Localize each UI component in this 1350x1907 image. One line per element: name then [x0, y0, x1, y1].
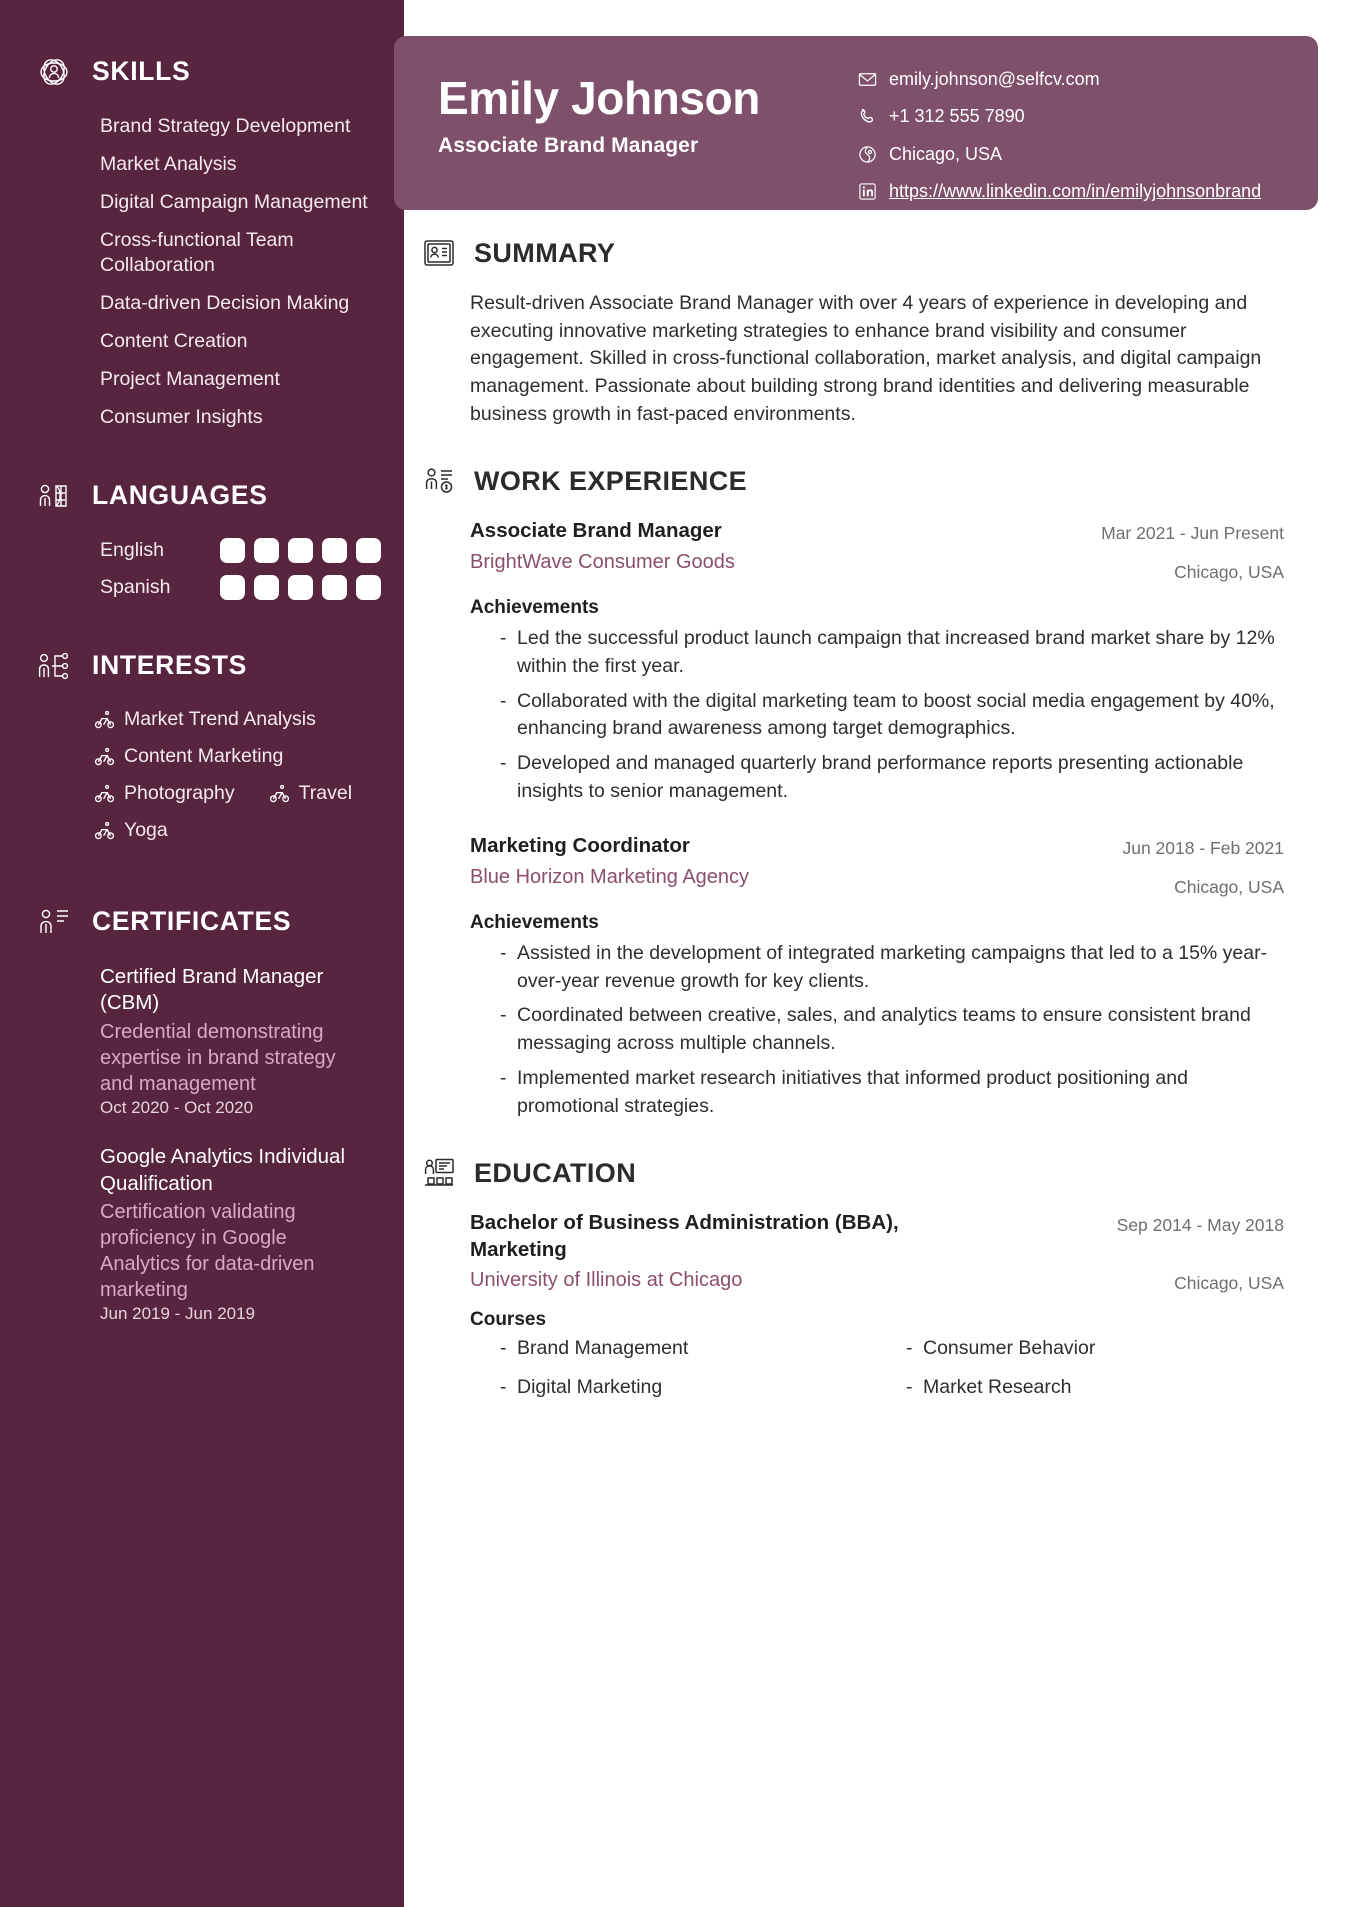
- interest-item: [94, 745, 370, 768]
- level-dot: [254, 575, 279, 600]
- sidebar-section-skills: [34, 52, 370, 430]
- languages-list: [34, 538, 370, 600]
- sidebar-section-interests: [34, 646, 370, 856]
- language-level-dots: [220, 575, 381, 600]
- interests-network-icon: [34, 646, 74, 686]
- job-title: Associate Brand Manager: [438, 134, 699, 158]
- level-dot: [356, 575, 381, 600]
- education-entry-org: University of Illinois at Chicago: [470, 1269, 743, 1292]
- work-entry-location: Chicago, USA: [1174, 876, 1284, 897]
- contact-location: [858, 143, 1278, 166]
- achievement-item: - Collaborated with the digital marketing team to boost social media engagement by 40%, enhancing brand awareness among target demographics.: [500, 688, 1284, 743]
- achievements-list: [470, 940, 1284, 1120]
- education-board-icon: [422, 1156, 456, 1190]
- sidebar-section-languages: [34, 476, 370, 600]
- work-entry-left: [470, 518, 1081, 575]
- languages-header: [34, 476, 370, 516]
- contact-phone-text[interactable]: +1 312 555 7890: [889, 106, 1025, 127]
- certificate-description: Credential demonstrating expertise in brand strategy and management: [100, 1020, 336, 1095]
- interest-label: Photography: [124, 781, 235, 804]
- achievements-list: [470, 625, 1284, 805]
- skill-item: Data-driven Decision Making: [100, 291, 350, 314]
- skill-item: Cross-functional Team Collaboration: [100, 228, 294, 276]
- work-entry: [470, 833, 1284, 1120]
- skills-badge-icon: [34, 52, 74, 92]
- level-dot: [356, 538, 381, 563]
- header-identity: [438, 62, 858, 190]
- achievement-item: - Assisted in the development of integrated marketing campaigns that led to a 15% year-over-year revenue growth for key clients.: [500, 940, 1284, 995]
- interest-item: [94, 708, 370, 731]
- contact-linkedin: [858, 180, 1278, 203]
- level-dot: [220, 538, 245, 563]
- certificate-title: Certified Brand Manager (CBM): [100, 964, 324, 1015]
- achievement-item: - Developed and managed quarterly brand performance reports presenting actionable insights to senior management.: [500, 750, 1284, 805]
- education-entry: [470, 1210, 1284, 1399]
- work-entry-title: Associate Brand Manager: [470, 519, 722, 543]
- skill-item: Brand Strategy Development: [100, 115, 351, 137]
- certificates-list: [34, 964, 370, 1325]
- summary-text: Result-driven Associate Brand Manager with over 4 years of experience in developing and executing innovative marketing strategies to enhance brand visibility and consumer engagement. Skilled in cross-functional collaboration, market analysis, and digital campaign management. Passionate about building strong brand identities and delivering measurable business growth in fast-paced environments.: [470, 292, 1262, 425]
- certificate-item: [100, 1144, 370, 1324]
- course-item: - Consumer Behavior: [906, 1337, 1284, 1360]
- work-entry-date: Mar 2021 - Jun Present: [1101, 523, 1284, 544]
- bicycle-icon: [94, 783, 115, 804]
- work-entry-org: BrightWave Consumer Goods: [470, 551, 735, 574]
- envelope-icon: [858, 70, 877, 89]
- summary-title: SUMMARY: [474, 237, 616, 268]
- summary-header: [422, 236, 1284, 270]
- contact-list: [858, 62, 1278, 202]
- skills-header: [34, 52, 370, 92]
- course-item: - Market Research: [906, 1376, 1284, 1399]
- bicycle-icon: [94, 746, 115, 767]
- work-entry-top: [470, 833, 1284, 900]
- interest-label: Content Marketing: [124, 744, 284, 767]
- globe-icon: [858, 145, 877, 164]
- sidebar: [0, 0, 404, 1907]
- work-entry: [470, 518, 1284, 805]
- skill-item: Market Analysis: [100, 152, 237, 175]
- work-entry-date: Jun 2018 - Feb 2021: [1122, 838, 1284, 859]
- course-item: - Brand Management: [500, 1337, 878, 1360]
- interest-item: [94, 782, 235, 805]
- certificates-title: CERTIFICATES: [92, 906, 292, 936]
- education-entry-title: Bachelor of Business Administration (BBA), Marketing: [470, 1211, 899, 1261]
- education-entry-location: Chicago, USA: [1174, 1272, 1284, 1293]
- achievement-item: - Coordinated between creative, sales, and analytics teams to ensure consistent brand messaging across multiple channels.: [500, 1002, 1284, 1057]
- main-content: [404, 236, 1350, 1435]
- full-name: Emily Johnson: [438, 72, 760, 124]
- language-row: [100, 575, 370, 600]
- level-dot: [322, 575, 347, 600]
- certificates-header: [34, 902, 370, 942]
- id-card-icon: [422, 236, 456, 270]
- skills-title: SKILLS: [92, 56, 191, 87]
- education-entry-left: [470, 1210, 990, 1293]
- section-education: [470, 1156, 1284, 1399]
- languages-title: LANGUAGES: [92, 480, 268, 510]
- work-experience-header: [422, 464, 1284, 498]
- education-entry-top: [470, 1210, 1284, 1296]
- work-entry-left: [470, 833, 1102, 890]
- achievement-item: - Implemented market research initiatives that informed product positioning and promotional strategies.: [500, 1065, 1284, 1120]
- bicycle-icon: [94, 709, 115, 730]
- work-entry-top: [470, 518, 1284, 585]
- linkedin-icon: [858, 182, 877, 201]
- certificate-date: Oct 2020 - Oct 2020: [100, 1097, 254, 1117]
- interests-header: [34, 646, 370, 686]
- skills-list: [34, 114, 370, 430]
- certificate-person-icon: [34, 902, 74, 942]
- education-header: [422, 1156, 1284, 1190]
- interests-list: [34, 708, 370, 856]
- level-dot: [322, 538, 347, 563]
- certificate-description: Certification validating proficiency in Google Analytics for data-driven marketing: [100, 1201, 315, 1302]
- language-name: English: [100, 538, 164, 561]
- course-item: - Digital Marketing: [500, 1376, 878, 1399]
- achievement-item: - Led the successful product launch campaign that increased brand market share by 12% within the first year.: [500, 625, 1284, 680]
- interest-label: Travel: [298, 781, 353, 804]
- skill-item: Consumer Insights: [100, 405, 263, 428]
- contact-email-text[interactable]: emily.johnson@selfcv.com: [889, 69, 1100, 89]
- interest-item: [94, 819, 370, 842]
- header-banner: [394, 36, 1318, 210]
- education-entry-right: [1117, 1210, 1284, 1296]
- work-entry-right: [1122, 833, 1284, 900]
- education-entry-date: Sep 2014 - May 2018: [1116, 1215, 1284, 1236]
- work-entry-org: Blue Horizon Marketing Agency: [470, 865, 750, 888]
- level-dot: [254, 538, 279, 563]
- level-dot: [220, 575, 245, 600]
- interest-item: [269, 782, 352, 805]
- interests-title: INTERESTS: [92, 650, 248, 680]
- courses-grid: [470, 1337, 1284, 1399]
- section-work-experience: [470, 464, 1284, 1120]
- certificate-date: Jun 2019 - Jun 2019: [100, 1304, 256, 1324]
- languages-globe-icon: [34, 476, 74, 516]
- work-entry-location: Chicago, USA: [1174, 561, 1284, 582]
- certificate-title: Google Analytics Individual Qualification: [100, 1144, 346, 1195]
- interest-label: Yoga: [124, 818, 168, 841]
- contact-linkedin-text[interactable]: https://www.linkedin.com/in/emilyjohnsonbrand: [889, 181, 1262, 202]
- certificate-item: [100, 964, 370, 1118]
- work-entry-title: Marketing Coordinator: [470, 834, 690, 858]
- level-dot: [288, 538, 313, 563]
- achievements-label: Achievements: [470, 912, 599, 934]
- language-name: Spanish: [100, 575, 171, 598]
- achievements-label: Achievements: [470, 597, 599, 619]
- skill-item: Digital Campaign Management: [100, 190, 368, 213]
- work-person-icon: [422, 464, 456, 498]
- courses-label: Courses: [470, 1308, 547, 1330]
- language-level-dots: [220, 538, 381, 563]
- contact-phone: [858, 105, 1278, 128]
- skill-item: Project Management: [100, 367, 280, 390]
- language-row: [100, 538, 370, 563]
- bicycle-icon: [94, 820, 115, 841]
- bicycle-icon: [269, 783, 290, 804]
- work-entry-right: [1101, 518, 1284, 585]
- sidebar-section-certificates: [34, 902, 370, 1325]
- level-dot: [288, 575, 313, 600]
- contact-email: [858, 68, 1278, 91]
- education-title: EDUCATION: [474, 1157, 637, 1188]
- skill-item: Content Creation: [100, 329, 248, 352]
- section-summary: [470, 236, 1284, 428]
- contact-location-text: Chicago, USA: [889, 143, 1003, 164]
- work-experience-title: WORK EXPERIENCE: [474, 465, 748, 496]
- interest-label: Market Trend Analysis: [124, 707, 316, 730]
- phone-icon: [858, 107, 877, 126]
